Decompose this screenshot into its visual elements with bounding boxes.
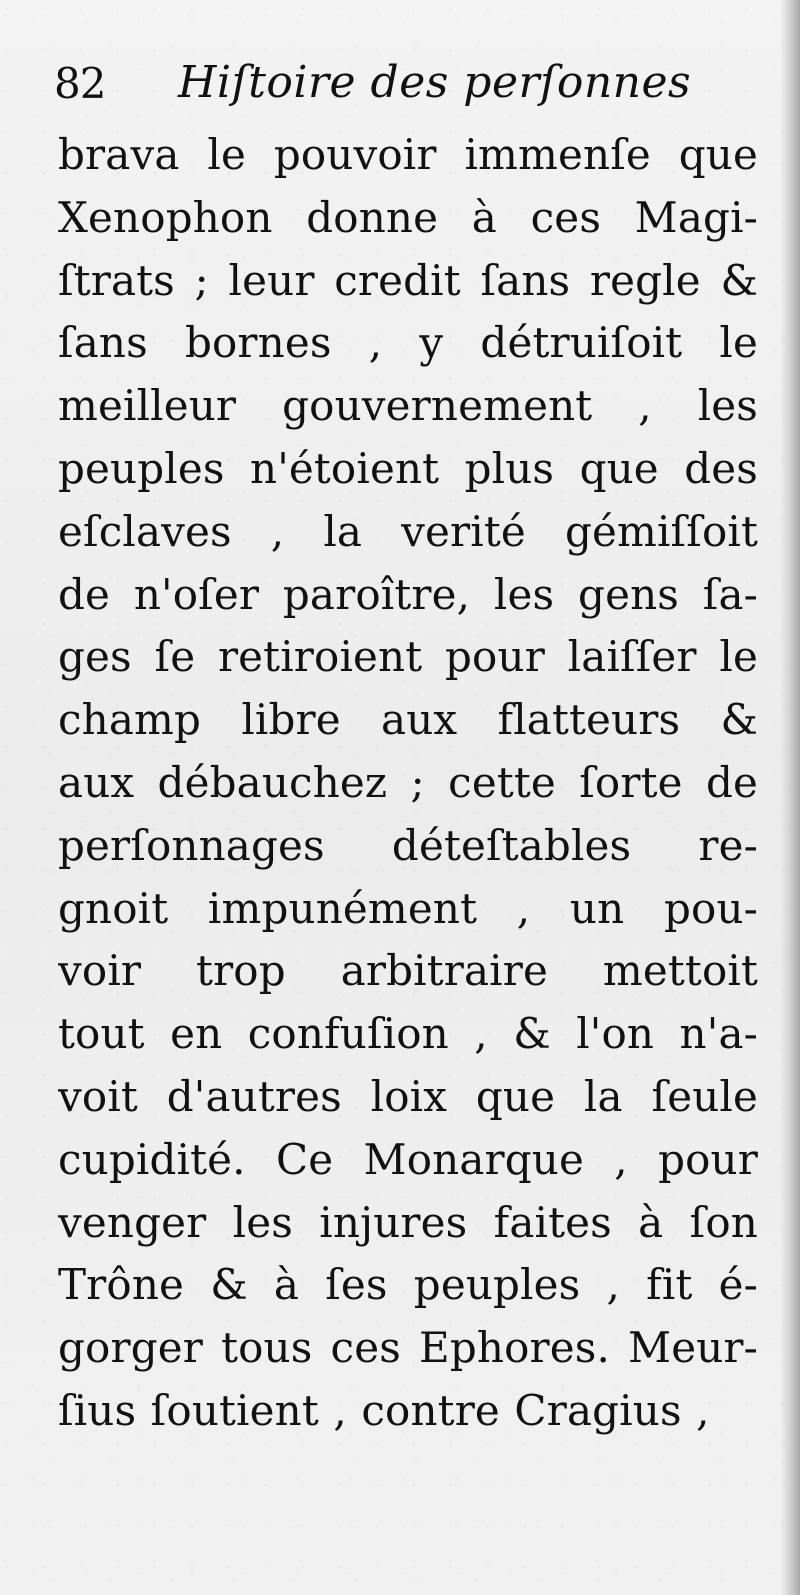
text-line: voit d'autres loix que la ſeule [58, 1071, 758, 1121]
text-line: gorger tous ces Ephores. Meur- [58, 1323, 758, 1373]
text-line: eſclaves , la verité gémiſſoit [58, 506, 758, 556]
page-edge-shadow [780, 0, 800, 1595]
text-line: ges ſe retiroient pour laiſſer le [58, 632, 758, 682]
text-line: cupidité. Ce Monarque , pour [58, 1134, 758, 1184]
text-line: Xenophon donne à ces Magi- [58, 192, 758, 242]
running-title: Hiſtoire des perſonnes [178, 57, 692, 108]
text-line: venger les injures faites à ſon [58, 1197, 758, 1247]
text-line: peuples n'étoient plus que des [58, 443, 758, 493]
text-line: aux débauchez ; cette ſorte de [58, 757, 758, 807]
text-line: ſans bornes , y détruiſoit le [58, 318, 758, 368]
text-line: champ libre aux flatteurs & [58, 695, 758, 745]
text-line: gnoit impunément , un pou- [58, 883, 758, 933]
text-line: voir trop arbitraire mettoit [58, 946, 758, 996]
text-line: de n'oſer paroître, les gens ſa- [58, 569, 758, 619]
text-line: brava le pouvoir immenſe que [58, 130, 758, 179]
text-line: tout en confuſion , & l'on n'a- [58, 1009, 758, 1059]
text-line: meilleur gouvernement , les [58, 381, 758, 431]
text-line: perſonnages déteſtables re- [58, 820, 758, 870]
text-line: Trône & à ſes peuples , fit é- [58, 1260, 758, 1310]
text-line: ſtrats ; leur credit ſans regle & [58, 255, 758, 305]
body-text [58, 124, 758, 1443]
page-header [54, 56, 754, 116]
page-number: 82 [54, 59, 106, 108]
text-line: ſius ſoutient , contre Cragius , [58, 1385, 710, 1435]
